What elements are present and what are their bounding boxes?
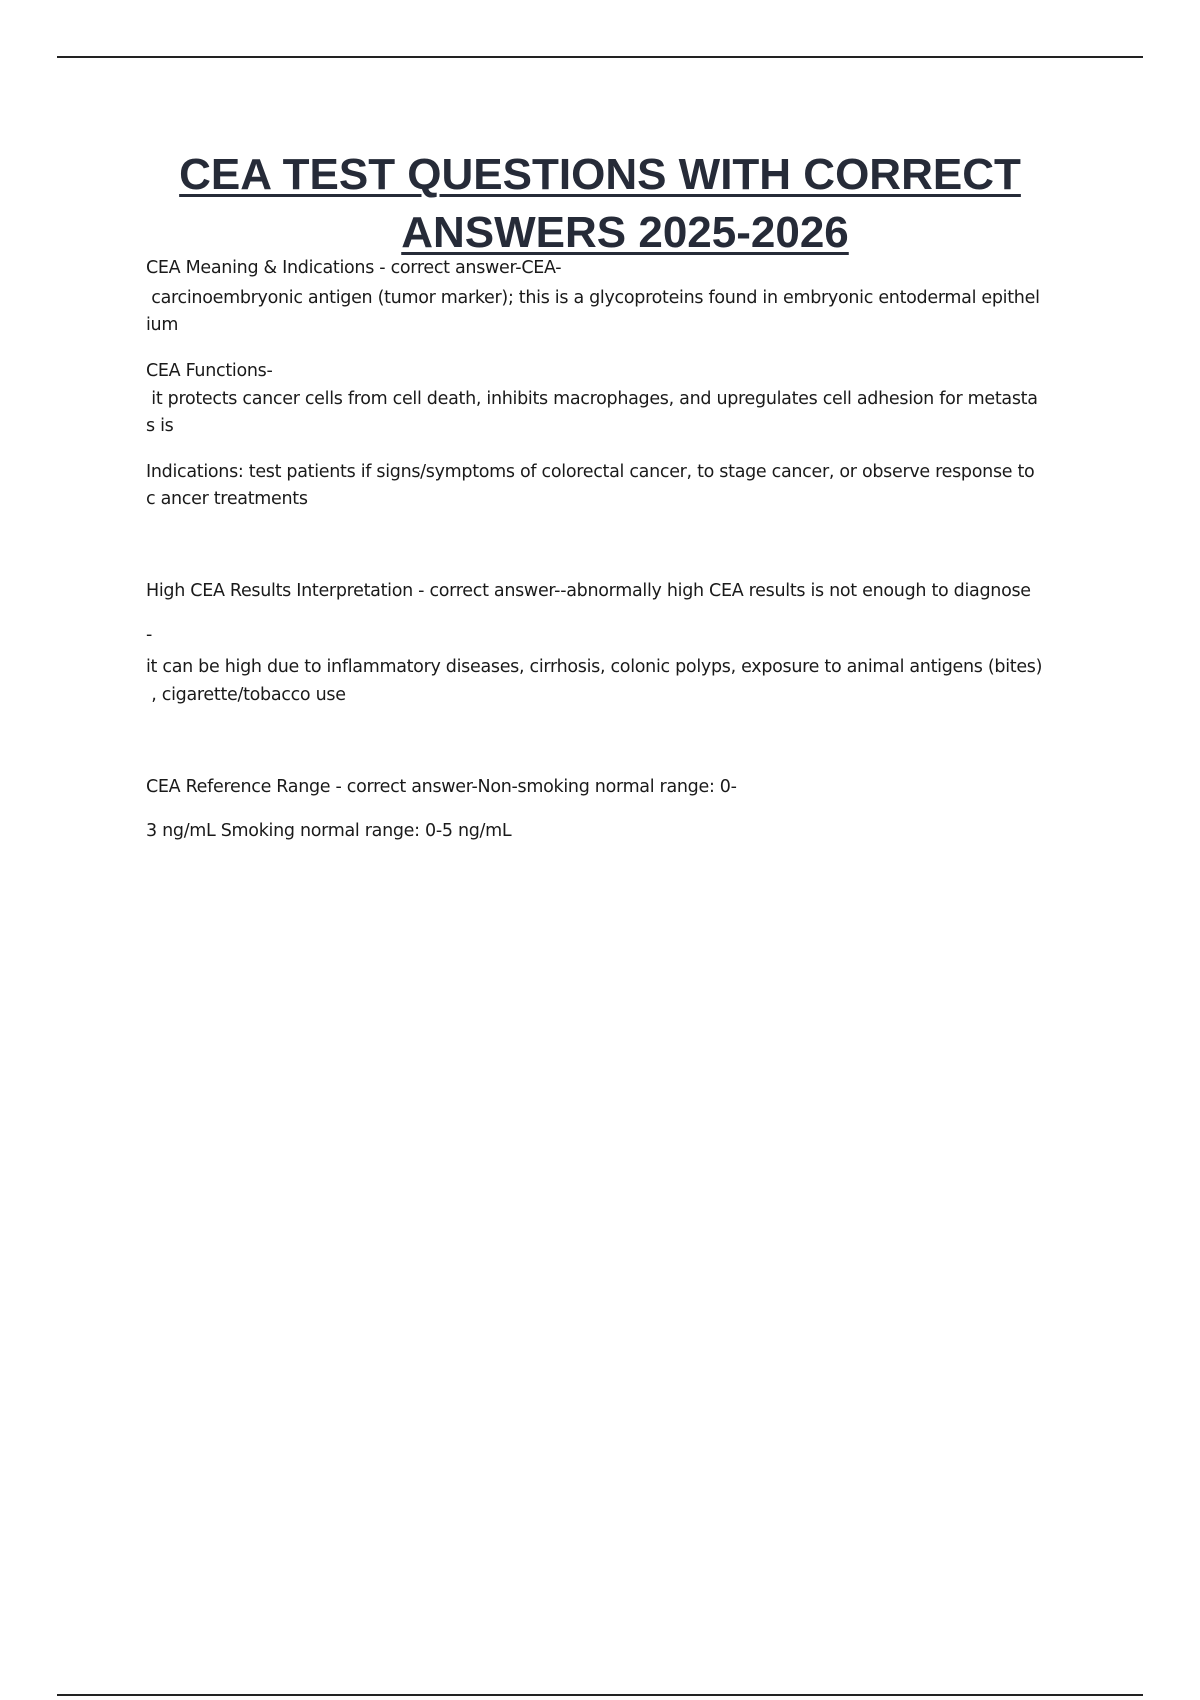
cea-reference-range-question: CEA Reference Range - correct answer-Non-smoking normal range: 0- (146, 777, 737, 797)
cea-reference-range-answer: 3 ng/mL Smoking normal range: 0-5 ng/mL (146, 821, 512, 841)
cea-functions-line-1: it protects cancer cells from cell death, inhibits macrophages, and upregulates cell adhesion for metasta (146, 389, 1038, 409)
cea-functions-line-2: s is (146, 416, 174, 436)
cea-meaning-answer-line-1: carcinoembryonic antigen (tumor marker); this is a glycoproteins found in embryonic entodermal epithel (146, 288, 1040, 308)
cea-meaning-answer-line-2: ium (146, 315, 179, 335)
document-title-line-1: CEA TEST QUESTIONS WITH CORRECT (179, 150, 1021, 199)
cea-indications-line-2: c ancer treatments (146, 489, 308, 509)
cea-functions-heading: CEA Functions- (146, 361, 273, 381)
high-cea-answer-line-2: , cigarette/tobacco use (146, 685, 346, 705)
high-cea-answer-line-1: it can be high due to inflammatory diseases, cirrhosis, colonic polyps, exposure to animal antigens (bites) (146, 657, 1043, 677)
document-title (60, 146, 1140, 262)
footer-rule (57, 1694, 1143, 1696)
high-cea-question: High CEA Results Interpretation - correct answer--abnormally high CEA results is not enough to diagnose (146, 581, 1031, 601)
document-title-line-2: ANSWERS 2025-2026 (401, 208, 849, 257)
cea-meaning-question: CEA Meaning & Indications - correct answer-CEA- (146, 258, 562, 278)
header-rule (57, 56, 1143, 58)
cea-indications-line-1: Indications: test patients if signs/symptoms of colorectal cancer, to stage cancer, or observe response to (146, 462, 1035, 482)
high-cea-dash: - (146, 625, 153, 645)
